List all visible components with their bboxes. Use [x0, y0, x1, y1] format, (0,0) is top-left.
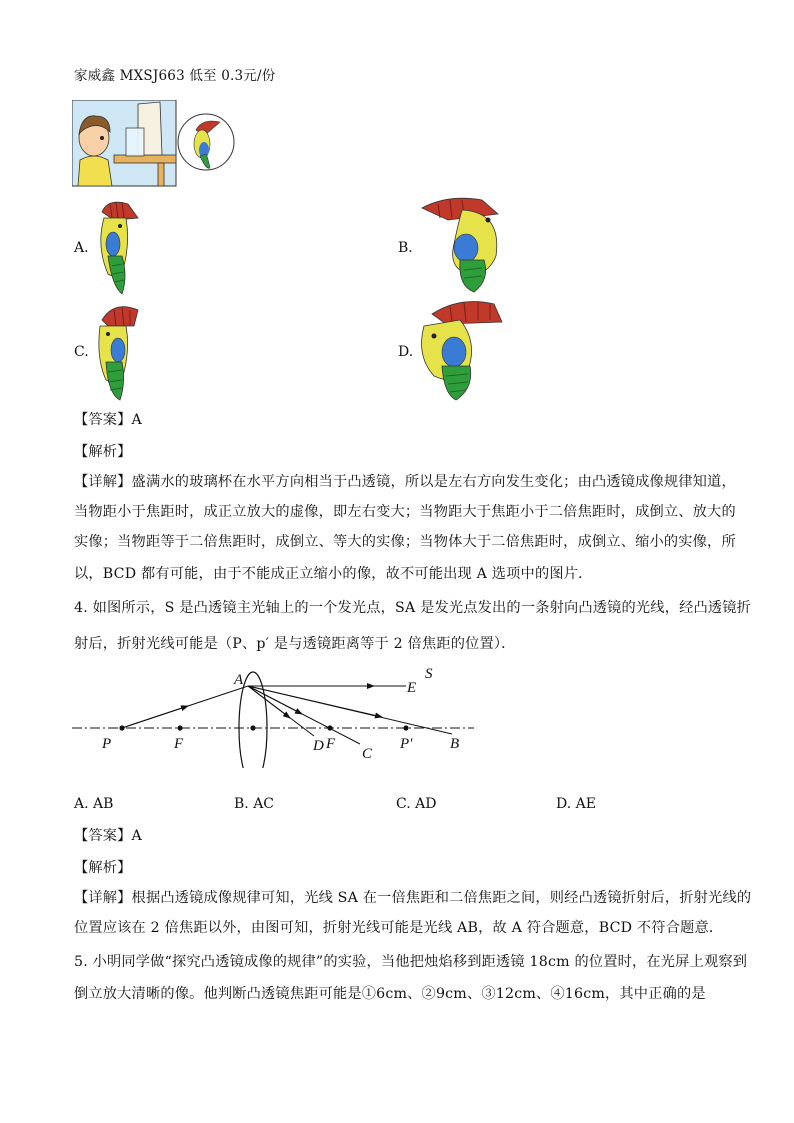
q4-detail-line-1: 【详解】根据凸透镜成像规律可知，光线 SA 在一倍焦距和二倍焦距之间，则经凸透镜折射后，折射光线的: [74, 890, 752, 906]
q3-option-d-label: D.: [398, 344, 414, 360]
q3-option-c-label: C.: [74, 344, 89, 360]
ray-ac-arrow: [248, 686, 302, 714]
point-f-left-dot: [177, 725, 182, 730]
q4-analysis-heading: 【解析】: [74, 860, 132, 876]
label-a: A: [234, 672, 244, 688]
convex-lens-diagram: [70, 664, 480, 768]
q4-answer: 【答案】A: [74, 828, 142, 844]
label-b: B: [450, 736, 460, 752]
label-f-left: F: [174, 736, 184, 752]
q4-option-a: A. AB: [74, 796, 114, 812]
q3-answer: 【答案】A: [74, 412, 142, 428]
q4-option-b: B. AC: [234, 796, 275, 812]
q4-option-c: C. AD: [396, 796, 437, 812]
label-p-prime: P′: [400, 736, 413, 752]
q3-detail-line-3: 实像；当物距等于二倍焦距时，成倒立、等大的实像；当物体大于二倍焦距时，成倒立、缩小的实像，所: [74, 534, 736, 550]
page-header: 家威鑫 MXSJ663 低至 0.3元/份: [74, 68, 276, 84]
q4-stem-line-2: 射后，折射光线可能是（P、p′ 是与透镜距离等于 2 倍焦距的位置）．: [74, 636, 516, 652]
label-f-right: F: [326, 736, 336, 752]
label-c: C: [362, 746, 373, 762]
q3-detail-line-1: 【详解】盛满水的玻璃杯在水平方向相当于凸透镜，所以是左右方向发生变化；由凸透镜成像规律知道，: [74, 474, 736, 490]
label-s: S: [425, 666, 433, 682]
lens-center-dot: [250, 725, 255, 730]
q5-stem-line-1: 5. 小明同学做“探究凸透镜成像的规律”的实验，当他把烛焰移到距透镜 18cm 的位置时，在光屏上观察到: [74, 954, 748, 970]
q3-option-b-label: B.: [398, 240, 413, 256]
label-e: E: [407, 680, 417, 696]
q5-stem-line-2: 倒立放大清晰的像。他判断凸透镜焦距可能是①6cm、②9cm、③12cm、④16cm，其中正确的是: [74, 986, 706, 1002]
q4-stem-line-1: 4. 如图所示，S 是凸透镜主光轴上的一个发光点，SA 是发光点发出的一条射向凸透镜的光线，经凸透镜折: [74, 600, 752, 616]
q3-option-d-parrot: [416, 296, 506, 402]
q4-option-d: D. AE: [556, 796, 596, 812]
label-d: D: [313, 738, 324, 754]
q3-option-b-parrot: [418, 194, 504, 294]
boy-glass-illustration: [72, 100, 237, 188]
q3-detail-line-2: 当物距小于焦距时，成正立放大的虚像，即左右变大；当物距大于焦距小于二倍焦距时，成倒立、放大的: [74, 504, 736, 520]
point-p-prime-dot: [403, 725, 408, 730]
q3-option-a-label: A.: [74, 240, 89, 256]
q3-detail-line-4: 以，BCD 都有可能，由于不能成正立缩小的像，故不可能出现 A 选项中的图片．: [74, 566, 593, 582]
q3-option-c-parrot: [94, 298, 144, 402]
q3-analysis-heading: 【解析】: [74, 444, 132, 460]
label-p: P: [102, 736, 112, 752]
q3-option-a-parrot: [94, 196, 144, 296]
ray-sa-arrow: [122, 706, 188, 728]
q4-detail-line-2: 位置应该在 2 倍焦距以外，由图可知，折射光线可能是光线 AB，故 A 符合题意，BCD 不符合题意．: [74, 920, 724, 936]
